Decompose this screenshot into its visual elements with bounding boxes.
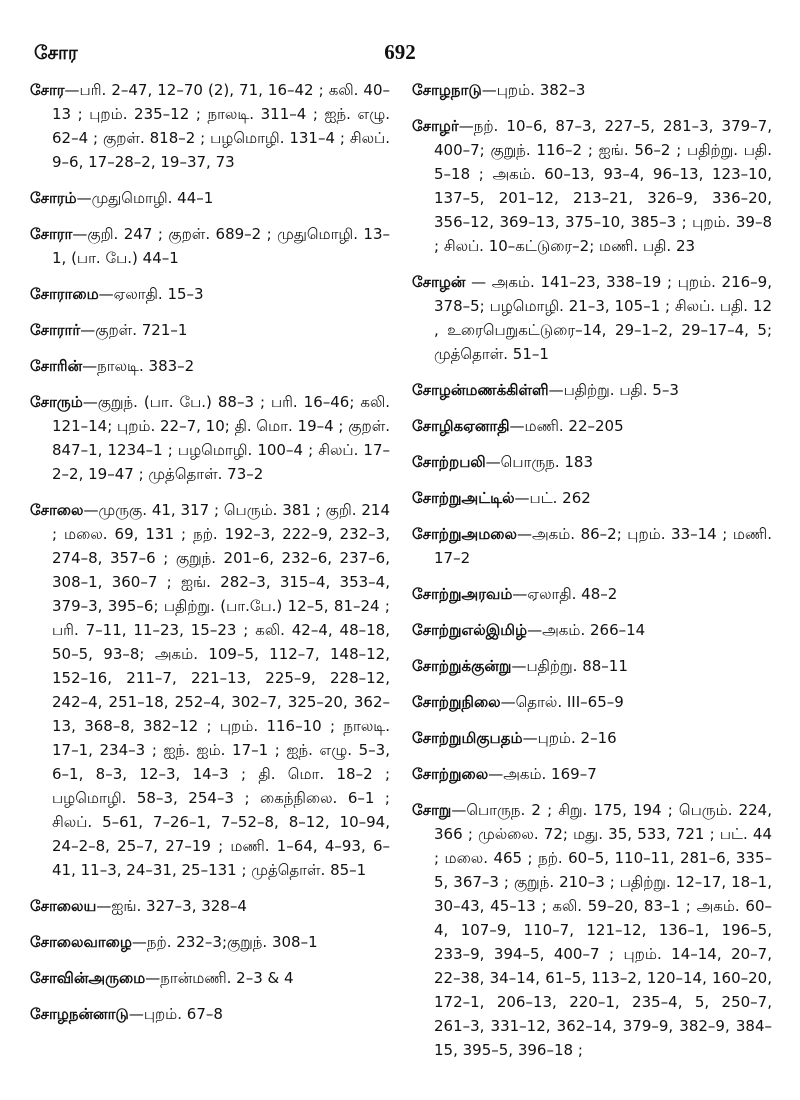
headword: சோற்றுக்குன்று (412, 657, 512, 675)
index-entry (412, 270, 772, 366)
headword: சோராமை (30, 285, 99, 303)
citations: —அகம். 266–14 (527, 621, 646, 639)
headword: சோற்றுஅட்டில் (412, 489, 515, 507)
citations: —தொல். III–65–9 (500, 693, 624, 711)
headword: சோரும் (30, 393, 83, 411)
citations: —நான்மணி. 2–3 & 4 (145, 969, 294, 987)
index-entry (412, 798, 772, 1062)
citations: —பட். 262 (514, 489, 591, 507)
citations: —அகம். 169–7 (488, 765, 597, 783)
citations: —நற். 232–3;குறுந். 308–1 (131, 933, 318, 951)
index-entry (30, 498, 390, 882)
index-entry (30, 222, 390, 270)
index-entry (412, 726, 772, 750)
index-entry (412, 414, 772, 438)
headword: சோற்றுஅரவம் (412, 585, 513, 603)
index-entry (412, 486, 772, 510)
index-entry (30, 186, 390, 210)
headword: சோற்றுமிகுபதம் (412, 729, 523, 747)
citations: —ஏலாதி. 15–3 (98, 285, 204, 303)
citations: —அகம். 86–2; புறம். 33–14 ; மணி. 17–2 (434, 525, 772, 567)
index-entry (412, 654, 772, 678)
citations: —புறம். 382–3 (481, 81, 586, 99)
index-entry (412, 582, 772, 606)
index-entry (30, 1002, 390, 1026)
index-entry (412, 762, 772, 786)
headword: சோழிகஏனாதி (412, 417, 510, 435)
headword: சோரின் (30, 357, 83, 375)
index-entry (30, 354, 390, 378)
citations: —குறள். 721–1 (80, 321, 188, 339)
headword: சோற்றுஅமலை (412, 525, 517, 543)
citations: —நாலடி. 383–2 (82, 357, 195, 375)
citations: —குறுந். (பா. பே.) 88–3 ; பரி. 16–46; கலி. 121–14; புறம். 22–7, 10; தி. மொ. 19–4 ; குறள். 847–1, 1234–1 ; பழமொழி. 100–4 ; சிலப். 17–2–2, 19–47 ; முத்தொள். 73–2 (52, 393, 391, 483)
page-header (28, 40, 772, 80)
right-column (412, 78, 772, 1074)
headword: சோலைவாழை (30, 933, 132, 951)
running-head: சோர (34, 42, 78, 64)
page-number: 692 (384, 40, 416, 64)
headword: சோரா (30, 225, 73, 243)
citations: —ஐங். 327–3, 328–4 (96, 897, 247, 915)
headword: சோரம் (30, 189, 77, 207)
headword: சோரார் (30, 321, 81, 339)
headword: சோவின்அருமை (30, 969, 146, 987)
index-entry (412, 450, 772, 474)
index-entry (30, 318, 390, 342)
citations: —ஏலாதி. 48–2 (512, 585, 618, 603)
index-entry (30, 390, 390, 486)
index-entry (30, 282, 390, 306)
index-entry (30, 930, 390, 954)
citations: —பொருந. 2 ; சிறு. 175, 194 ; பெரும். 224, 366 ; முல்லை. 72; மது. 35, 533, 721 ; பட். 44 ; மலை. 465 ; நற். 60–5, 110–11, 281–6, 335–5, 367–3 ; குறுந். 210–3 ; பதிற்று. 12–17, 18–1, 30–43, 45–13 ; கலி. 59–20, 83–1 ; அகம். 60–4, 107–9, 110–7, 121–12, 136–1, 196–5, 233–9, 394–5, 400–7 ; புறம். 14–14, 20–7, 22–38, 34–14, 61–5, 113–2, 120–14, 160–20, 172–1, 206–13, 220–1, 235–4, 5, 250–7, 261–3, 331–12, 362–14, 379–9, 382–9, 384–15, 395–5, 396–18 ; (434, 801, 772, 1059)
index-entry (30, 966, 390, 990)
headword: சோற்றுநிலை (412, 693, 501, 711)
index-entry (412, 378, 772, 402)
headword: சோற்றுலை (412, 765, 489, 783)
index-entry (412, 78, 772, 102)
citations: —புறம். 2–16 (522, 729, 617, 747)
headword: சோலைய (30, 897, 97, 915)
headword: சோலை (30, 501, 84, 519)
citations: —குறி. 247 ; குறள். 689–2 ; முதுமொழி. 13–1, (பா. பே.) 44–1 (52, 225, 390, 267)
citations: —பரி. 2–47, 12–70 (2), 71, 16–42 ; கலி. 40–13 ; புறம். 235–12 ; நாலடி. 311–4 ; ஐந். எழு. 62–4 ; குறள். 818–2 ; பழமொழி. 131–4 ; சிலப். 9–6, 17–28–2, 19–37, 73 (52, 81, 390, 171)
citations: —புறம். 67–8 (128, 1005, 223, 1023)
headword: சோற்றபலி (412, 453, 486, 471)
citations: —முருகு. 41, 317 ; பெரும். 381 ; குறி. 214 ; மலை. 69, 131 ; நற். 192–3, 222–9, 232–3, 274–8, 357–6 ; குறுந். 201–6, 232–6, 237–6, 308–1, 360–7 ; ஐங். 282–3, 315–4, 353–4, 379–3, 395–6; பதிற்று. (பா.பே.) 12–5, 81–24 ; பரி. 7–11, 11–23, 15–23 ; கலி. 42–4, 48–18, 50–5, 93–8; அகம். 109–5, 112–7, 148–12, 152–16, 211–7, 221–13, 225–9, 228–12, 242–4, 251–18, 252–4, 302–7, 325–20, 362–13, 368–8, 382–12 ; புறம். 116–10 ; நாலடி. 17–1, 234–3 ; ஐந். ஐம். 17–1 ; ஐந். எழு. 5–3, 6–1, 8–3, 12–3, 14–3 ; தி. மொ. 18–2 ; பழமொழி. 58–3, 254–3 ; கைந்நிலை. 6–1 ; சிலப். 5–61, 7–26–1, 7–52–8, 8–12, 10–94, 24–2–8, 25–7, 27–19 ; மணி. 1–64, 4–93, 6–41, 11–3, 24–31, 25–131 ; முத்தொள். 85–1 (52, 501, 390, 879)
index-entry (30, 78, 390, 174)
index-entry (412, 690, 772, 714)
headword: சோழநன்னாடு (30, 1005, 129, 1023)
index-entry (30, 894, 390, 918)
headword: சோற்றுஎல்இமிழ் (412, 621, 528, 639)
headword: சோழநாடு (412, 81, 482, 99)
headword: சோறு (412, 801, 452, 819)
headword: சோழன்மணக்கிள்ளி (412, 381, 549, 399)
citations: —பொருந. 183 (485, 453, 594, 471)
citations: —நற். 10–6, 87–3, 227–5, 281–3, 379–7, 400–7; குறுந். 116–2 ; ஐங். 56–2 ; பதிற்று. பதி. 5–18 ; அகம். 60–13, 93–4, 96–13, 123–10, 137–5, 201–12, 213–21, 326–9, 336–20, 356–12, 369–13, 375–10, 385–3 ; புறம். 39–8 ; சிலப். 10–கட்டுரை–2; மணி. பதி. 23 (434, 117, 772, 255)
headword: சோழன் (412, 273, 466, 291)
headword: சோழர் (412, 117, 459, 135)
headword: சோர (30, 81, 65, 99)
citations: —மணி. 22–205 (509, 417, 624, 435)
citations: —பதிற்று. பதி. 5–3 (548, 381, 679, 399)
index-entry (412, 114, 772, 258)
citations: — அகம். 141–23, 338–19 ; புறம். 216–9, 378–5; பழமொழி. 21–3, 105–1 ; சிலப். பதி. 12 , உரைபெறுகட்டுரை–14, 29–1–2, 29–17–4, 5; முத்தொள். 51–1 (434, 273, 772, 363)
index-entry (412, 522, 772, 570)
citations: —முதுமொழி. 44–1 (76, 189, 214, 207)
left-column (30, 78, 390, 1038)
citations: —பதிற்று. 88–11 (511, 657, 628, 675)
index-entry (412, 618, 772, 642)
